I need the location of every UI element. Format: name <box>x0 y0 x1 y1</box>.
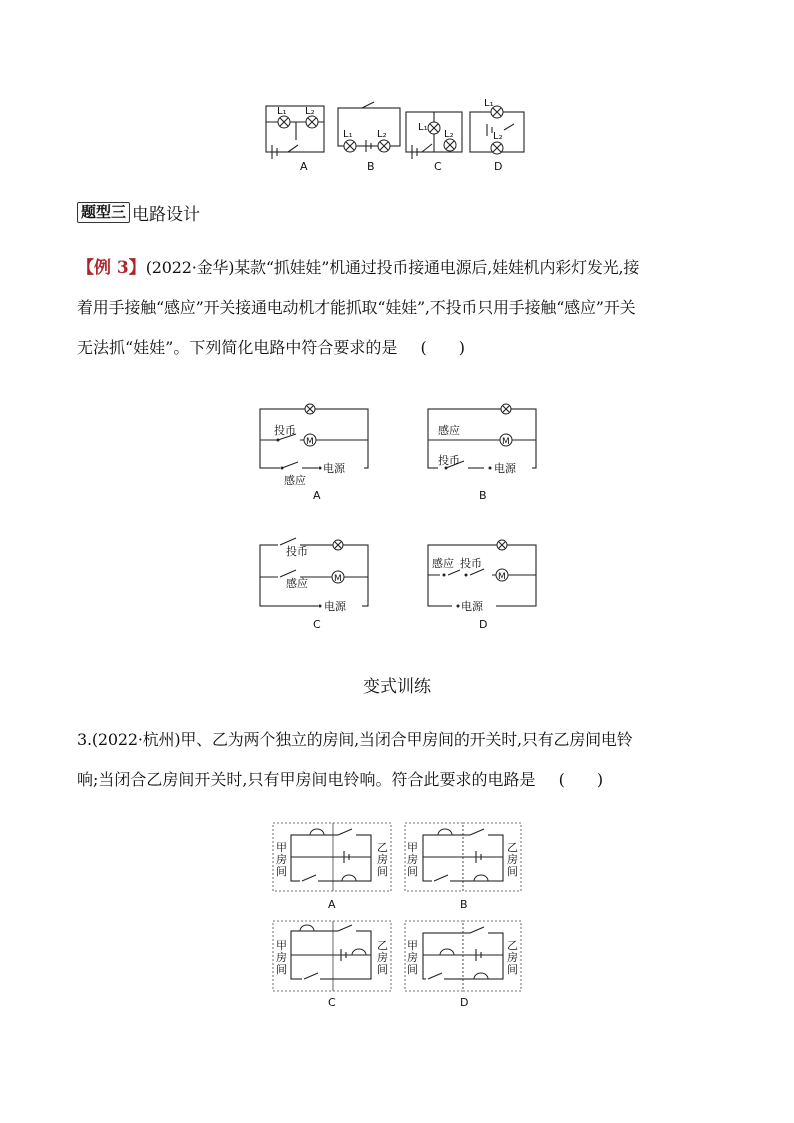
bell-icon <box>310 829 324 835</box>
top-circuit-b <box>338 102 400 173</box>
room-yi-3: 间 <box>377 963 388 976</box>
q3-circuit-a <box>273 823 391 911</box>
variant-heading: 变式训练 <box>363 677 431 697</box>
sense-label: 感应 <box>286 577 308 590</box>
l2-label: L₂ <box>305 106 315 117</box>
sense-label: 感应 <box>438 424 460 437</box>
example3-text-line1: (2022·金华)某款“抓娃娃”机通过投币接通电源后,娃娃机内彩灯发光,接 <box>145 258 640 277</box>
q3-option-c: C <box>328 996 336 1009</box>
power-label: 电源 <box>323 462 345 475</box>
coin-label: 投币 <box>286 545 308 558</box>
l1-label: L₁ <box>277 106 287 117</box>
sense-label: 感应 <box>432 557 454 570</box>
coin-label: 投币 <box>438 454 460 467</box>
example3-circuits-figure <box>0 395 794 655</box>
l2-label: L₂ <box>377 129 387 140</box>
room-jia-3: 间 <box>276 865 287 878</box>
motor-label: M <box>306 437 314 447</box>
room-jia-2: 房 <box>407 853 418 866</box>
option-label-d: D <box>479 618 488 631</box>
question3-text-line2: 响;当闭合乙房间开关时,只有甲房间电铃响。符合此要求的电路是 <box>77 770 536 789</box>
l1-label: L₁ <box>484 98 494 109</box>
motor-label: M <box>334 574 342 584</box>
q3-circuit-c <box>273 921 391 1009</box>
top-circuit-d <box>470 98 524 173</box>
top-label-b: B <box>367 160 375 173</box>
room-yi-1: 乙 <box>507 841 518 854</box>
room-jia-1: 甲 <box>407 939 418 952</box>
room-yi-2: 房 <box>377 951 388 964</box>
q3-circuit-b <box>405 823 521 911</box>
question3-text-line1: 3.(2022·杭州)甲、乙为两个独立的房间,当闭合甲房间的开关时,只有乙房间电铃 <box>77 730 633 749</box>
bell-icon <box>438 829 452 835</box>
example3-line1 <box>77 248 727 288</box>
bell-icon <box>474 875 488 881</box>
section-title: 电路设计 <box>132 205 201 225</box>
power-label: 电源 <box>494 462 516 475</box>
ex3-circuit-a <box>260 404 368 502</box>
q3-option-b: B <box>460 898 468 911</box>
motor-label: M <box>498 572 506 582</box>
top-circuits-figure <box>0 0 794 180</box>
ex3-circuit-d <box>428 540 536 631</box>
q3-option-a: A <box>328 898 336 911</box>
room-jia-2: 房 <box>276 853 287 866</box>
bell-icon <box>300 925 314 931</box>
example3-line3 <box>77 328 727 368</box>
q3-circuit-d <box>405 921 521 1009</box>
room-jia-3: 间 <box>276 963 287 976</box>
room-yi-2: 房 <box>507 951 518 964</box>
room-jia-3: 间 <box>407 963 418 976</box>
bell-icon <box>474 973 488 979</box>
section-heading <box>77 200 200 225</box>
room-jia-2: 房 <box>407 951 418 964</box>
example3-answer-blank: ( ) <box>420 338 465 357</box>
top-label-a: A <box>300 160 308 173</box>
coin-label: 投币 <box>274 424 296 437</box>
question3-text <box>77 720 727 800</box>
room-jia-1: 甲 <box>276 841 287 854</box>
sense-label: 感应 <box>284 474 306 487</box>
motor-label: M <box>502 437 510 447</box>
example3-label: 【例 3】 <box>77 258 146 278</box>
room-jia-1: 甲 <box>276 939 287 952</box>
question3-line2 <box>77 760 727 800</box>
room-yi-2: 房 <box>507 853 518 866</box>
bell-icon <box>342 875 356 881</box>
question3-answer-blank: ( ) <box>558 770 604 789</box>
power-label: 电源 <box>324 600 346 613</box>
ex3-circuit-b <box>428 404 536 502</box>
room-yi-1: 乙 <box>377 841 388 854</box>
l1-label: L₁ <box>418 122 428 133</box>
option-label-b: B <box>479 489 487 502</box>
room-jia-1: 甲 <box>407 841 418 854</box>
room-yi-3: 间 <box>377 865 388 878</box>
room-yi-1: 乙 <box>507 939 518 952</box>
question3-circuits-figure <box>0 815 794 1015</box>
top-label-c: C <box>434 160 442 173</box>
top-circuit-a <box>266 106 324 173</box>
bell-icon <box>352 949 366 955</box>
l2-label: L₂ <box>444 129 454 140</box>
l2-label: L₂ <box>493 131 503 142</box>
top-circuit-c <box>406 112 462 173</box>
example3-text <box>77 248 727 368</box>
room-yi-3: 间 <box>507 963 518 976</box>
coin-label: 投币 <box>460 557 482 570</box>
power-label: 电源 <box>461 600 483 613</box>
q3-option-d: D <box>460 996 469 1009</box>
room-jia-3: 间 <box>407 865 418 878</box>
top-label-d: D <box>494 160 503 173</box>
ex3-circuit-c <box>260 538 368 631</box>
example3-text-line2: 着用手接触“感应”开关接通电动机才能抓取“娃娃”,不投币只用手接触“感应”开关 <box>77 298 636 317</box>
room-yi-1: 乙 <box>377 939 388 952</box>
bell-icon <box>440 949 454 955</box>
room-yi-3: 间 <box>507 865 518 878</box>
example3-text-line3: 无法抓“娃娃”。下列简化电路中符合要求的是 <box>77 338 398 357</box>
option-label-c: C <box>313 618 321 631</box>
l1-label: L₁ <box>343 129 353 140</box>
option-label-a: A <box>313 489 321 502</box>
room-jia-2: 房 <box>276 951 287 964</box>
section-tag: 题型三 <box>77 202 130 223</box>
room-yi-2: 房 <box>377 853 388 866</box>
